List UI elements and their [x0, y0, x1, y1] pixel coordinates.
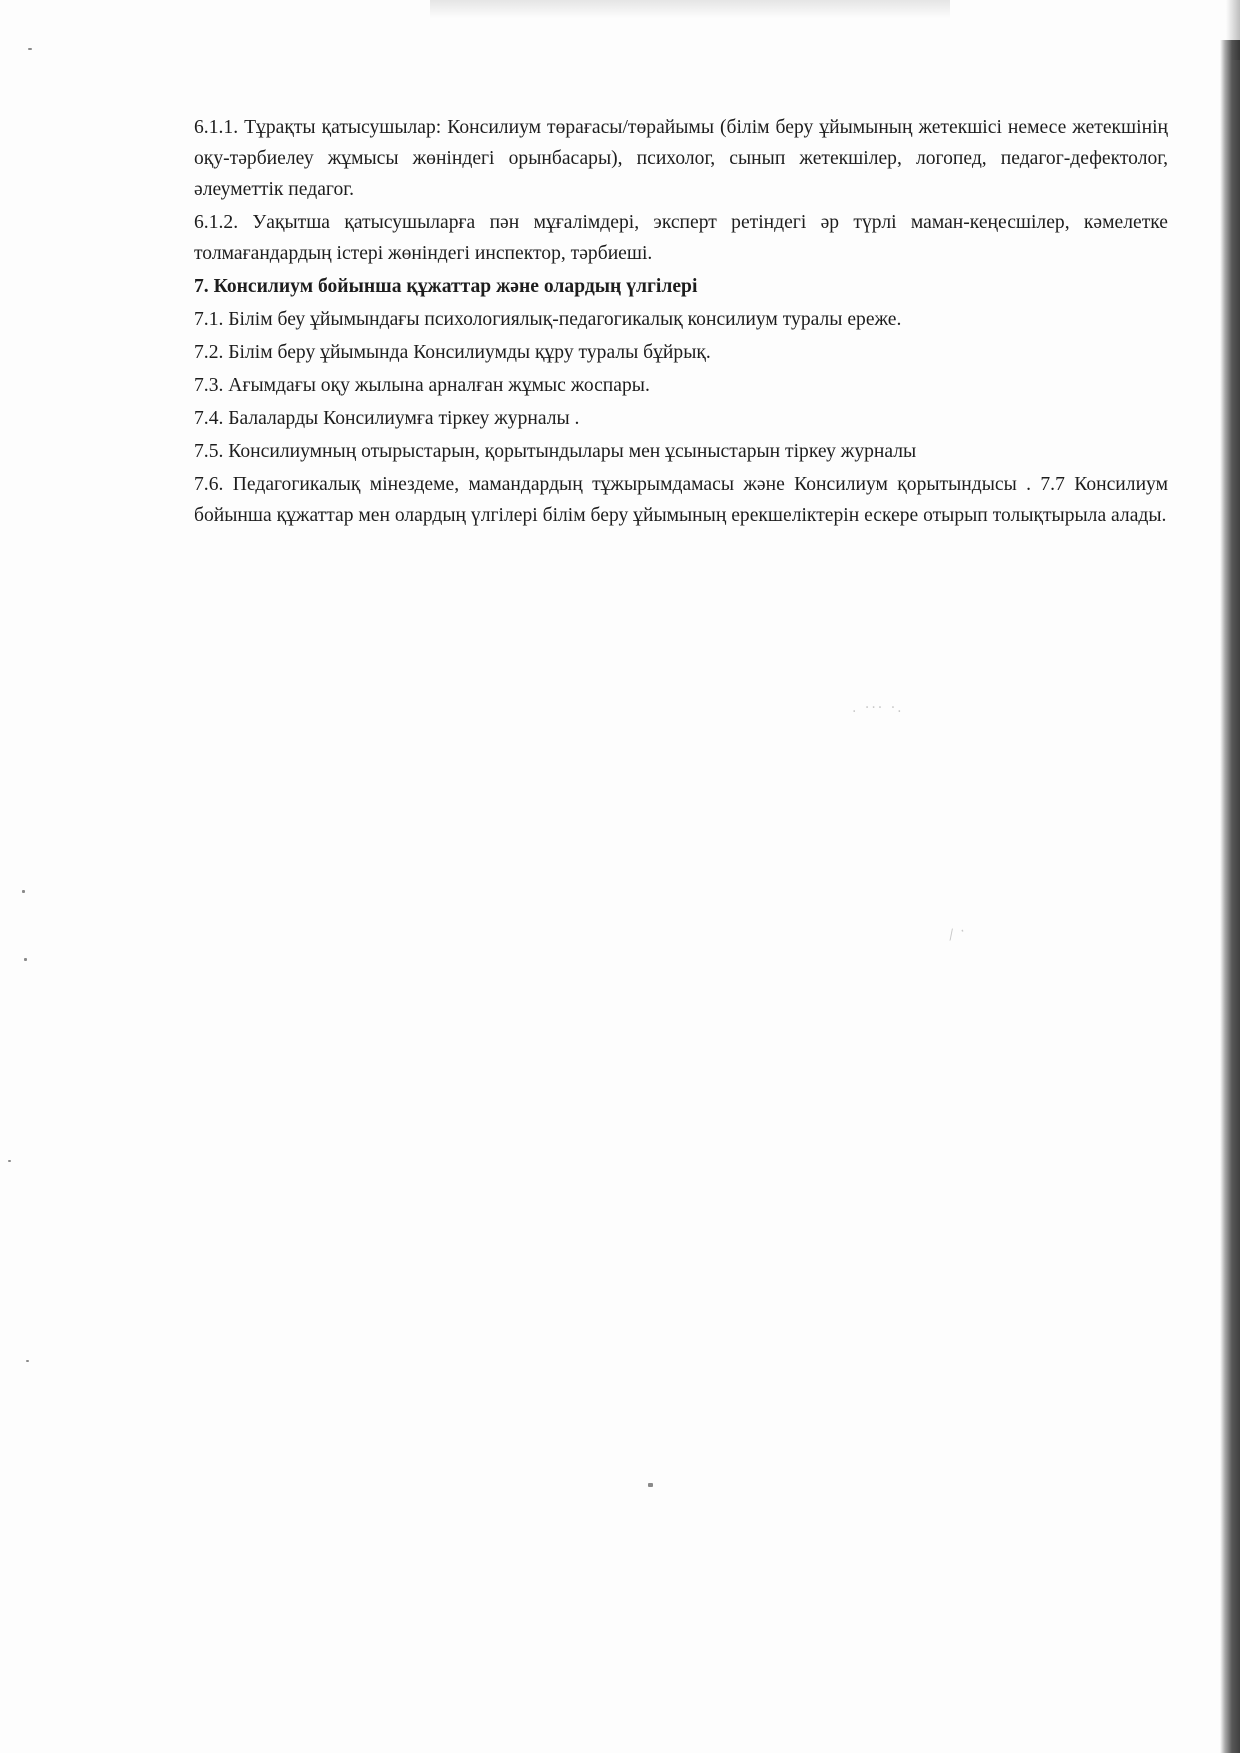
scan-speck [22, 890, 25, 893]
scan-edge-shadow [1220, 40, 1240, 1753]
document-body [194, 112, 1168, 533]
scan-speck [24, 958, 27, 961]
item-7-2: 7.2. Білім беру ұйымында Консилиумды құру туралы бұйрық. [194, 342, 711, 363]
scan-speck [8, 1160, 11, 1162]
faint-scan-mark: ⁄ · [947, 922, 970, 944]
scan-speck [28, 48, 32, 50]
paragraph-6-1-2: 6.1.2. Уақытша қатысушыларға пән мұғалімдері, эксперт ретіндегі әр түрлі маман-кеңесшілер, кәмелетке толмағандардың істері жөніндегі инспектор, тәрбиеші. [194, 212, 1168, 264]
item-7-4: 7.4. Балаларды Консилиумға тіркеу журналы . [194, 408, 580, 429]
paragraph-6-1-1: 6.1.1. Тұрақты қатысушылар: Консилиум төрағасы/төрайымы (білім беру ұйымының жетекшісі немесе жетекшінің оқу-тәрбиелеу жұмысы жөніндегі орынбасары), психолог, сынып жетекшілер, логопед, педагог-дефектолог, әлеуметтік педагог. [194, 117, 1168, 200]
scan-speck [26, 1360, 29, 1362]
scan-speck [648, 1483, 653, 1487]
item-7-1: 7.1. Білім беу ұйымындағы психологиялық-педагогикалық консилиум туралы ереже. [194, 309, 902, 330]
scan-smudge [430, 0, 950, 18]
faint-scan-mark: . ··· ·. [852, 700, 904, 716]
paragraph-7-6: 7.6. Педагогикалық мінездеме, мамандардың тұжырымдамасы және Консилиум қорытындысы . 7.7 Консилиум бойынша құжаттар мен олардың үлгілері білім беру ұйымының ерекшеліктерін ескере отырып толықтырыла алады. [194, 474, 1168, 526]
item-7-3: 7.3. Ағымдағы оқу жылына арналған жұмыс жоспары. [194, 375, 650, 396]
section-7-heading: 7. Консилиум бойынша құжаттар және олардың үлгілері [194, 276, 698, 297]
item-7-5: 7.5. Консилиумның отырыстарын, қорытындылары мен ұсыныстарын тіркеу журналы [194, 441, 917, 462]
